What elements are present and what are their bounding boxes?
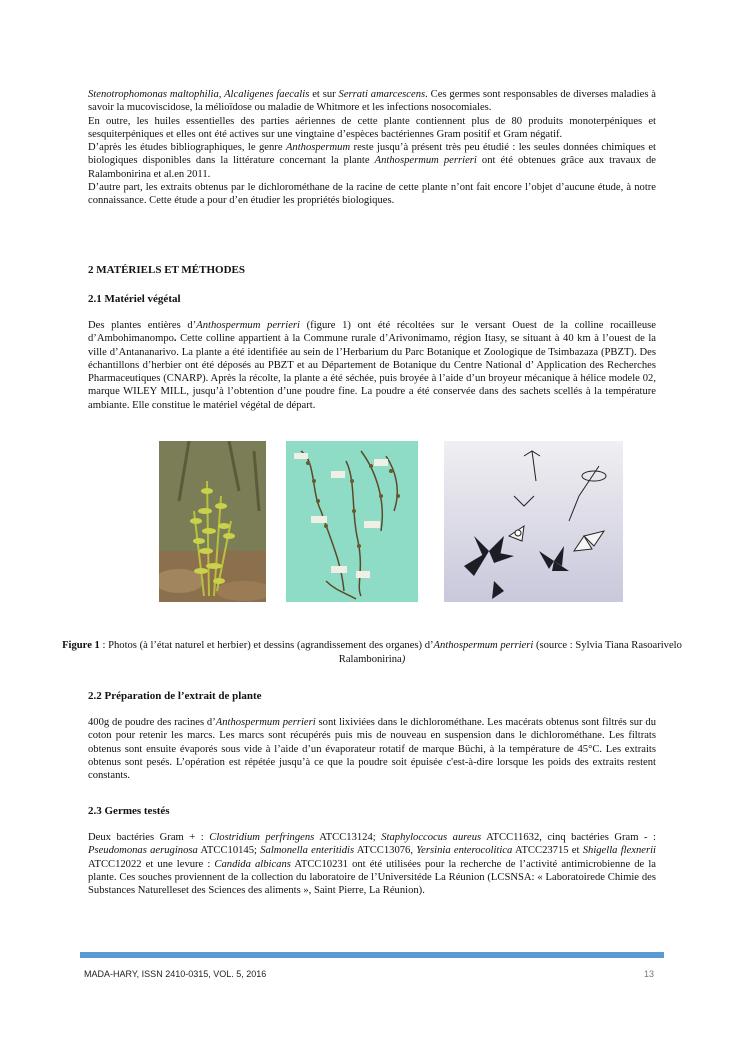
species-name: Yersinia enterocolitica — [416, 845, 513, 857]
intro-paragraph-2: En outre, les huiles essentielles des parties aériennes de cette plante contiennent plus de 80 produits monoterpéniques et sesquiterpéniques et elles ont été actives sur une vingtaine d’espèces bactériennes Gram positif et Gram négatif. — [88, 115, 656, 140]
page-number: 13 — [643, 969, 654, 979]
intro-paragraph-1: Stenotrophomonas maltophilia, Alcaligenes faecalis et sur Serrati amarcescens. Ces germes sont responsables de diverses maladies à savoir la mucoviscidose, la mélioïdose ou maladie de Whitmore et les infections nosocomiales. — [88, 89, 657, 114]
section-2-heading: 2 MATÉRIELS ET MÉTHODES — [88, 264, 245, 276]
footer-divider — [80, 952, 664, 958]
species-name: Serrati amarcescens — [338, 89, 426, 100]
herbarium-illustration — [286, 441, 418, 602]
species-name: Salmonella enteritidis — [260, 845, 355, 857]
species-name: Shigella flexnerii — [582, 845, 656, 857]
species-name: Anthospermum perrieri — [374, 155, 477, 167]
section-2-2-paragraph: 400g de poudre des racines d’Anthospermum perrieri sont lixiviées dans le dichlorométhane. Les macérats obtenus sont filtrés sur du coton pour retenir les marcs. Les marcs sont récupérés puis mis de nouveau en suspension dans le dichlorométhane. Les filtrats obtenus sont ensuite évaporés sous vide à l’aide d’un évaporateur rotatif de marque Büchi, à la température de 45°C. Les extraits obtenus sont pesés. L’opération est répétée jusqu’à ce que la poudre soit épuisée c'est-à-dire lorsque les poids des extraits restent constants. — [88, 717, 656, 782]
intro-paragraph-4: D’autre part, les extraits obtenus par le dichlorométhane de la racine de cette plante n’ont fait encore l’objet d’aucune étude, à notre connaissance. Cette étude a pour d’en étudier les propriétés biologiques. — [88, 182, 656, 207]
botanical-drawing-illustration — [444, 441, 623, 602]
figure-photo-natural — [159, 441, 266, 602]
species-name: Anthospermum perrieri — [196, 320, 300, 331]
section-2-1-heading: 2.1 Matériel végétal — [88, 293, 181, 305]
section-2-3-body — [88, 831, 656, 897]
intro-paragraph-3: D’après les études bibliographiques, le genre Anthospermum reste jusqu’à présent très peu étudié : les seules données chimiques et biologiques disponibles dans la littérature concernant la plante Anthospermum perrieri ont été obtenues grâce aux travaux de Ralambonirina et al.en 2011. — [88, 142, 656, 180]
species-name: Anthospermum perrieri — [433, 640, 534, 651]
section-2-2-body — [88, 716, 656, 782]
section-2-3-paragraph: Deux bactéries Gram + : Clostridium perfringens ATCC13124; Staphyloccocus aureus ATCC11632, cinq bactéries Gram - : Pseudomonas aeruginosa ATCC10145; Salmonella enteritidis ATCC13076, Yersinia enterocolitica ATCC23715 et Shigella flexnerii ATCC12022 et une levure : Candida albicans ATCC10231 ont été utilisées pour la recherche de l’activité antimicrobienne de la plante. Ces souches proviennent de la collection du laboratoire de l’Universitéde La Réunion (LCSNSA: « Laboratoirede Chimie des Substances Naturelleset des Sciences des aliments », Saint Pierre, La Réunion). — [88, 832, 656, 897]
figure-drawings — [444, 441, 623, 602]
species-name: Clostridium perfringens — [209, 832, 315, 843]
genus-name: Anthospermum — [285, 142, 351, 154]
figure-herbarium — [286, 441, 418, 602]
intro-block — [88, 88, 656, 208]
species-name: Pseudomonas aeruginosa — [88, 845, 198, 857]
section-2-3-heading: 2.3 Germes testés — [88, 805, 170, 817]
plant-photo-illustration — [159, 441, 266, 602]
species-name: Stenotrophomonas maltophilia, Alcaligenes faecalis — [88, 89, 310, 100]
footer-journal: MADA-HARY, ISSN 2410-0315, VOL. 5, 2016 — [84, 969, 267, 979]
section-2-1-paragraph: Des plantes entières d’Anthospermum perrieri (figure 1) ont été récoltées sur le versant Ouest de la colline rocailleuse d’Ambohimanompo. Cette colline appartient à la Commune rurale d’Arivonimamo, région Itasy, se situant à 40 km à l’ouest de la ville d’Antananarivo. La plante a été identifiée au sein de l’Herbarium du Parc Botanique et Zoologique de Tsimbazaza (PBZT). Des échantillons d’herbier ont été déposés au PBZT et au Département de Botanique du Centre National d’ Application des Recherches Pharmaceutiques (CNARP). Après la récolte, la plante a été séchée, puis broyée à l’aide d’un broyeur mécanique à hélice modele 02, marque WILEY MILL, jusqu’à l’obtention d’une poudre fine. La poudre a été conservée dans des sachets scellés à la température ambiante. Elle constitue le matériel végétal de départ. — [88, 320, 656, 411]
section-2-2-heading: 2.2 Préparation de l’extrait de plante — [88, 690, 262, 702]
section-2-1-body — [88, 319, 656, 412]
species-name: Anthospermum perrieri — [215, 717, 316, 728]
figure-caption: Figure 1 : Photos (à l’état naturel et herbier) et dessins (agrandissement des organes) d’Anthospermum perrieri (source : Sylvia Tiana Rasoarivelo Ralambonirina) — [62, 640, 682, 665]
species-name: Candida albicans — [214, 858, 291, 870]
species-name: Staphyloccocus aureus — [381, 832, 482, 843]
